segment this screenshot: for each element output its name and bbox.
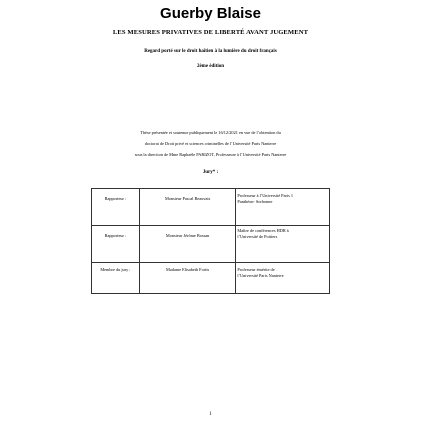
author-name: Guerby Blaise bbox=[160, 5, 261, 22]
edition-label: 2ème édition bbox=[196, 64, 225, 69]
jury-title-line: l’Université de Poitiers bbox=[237, 233, 278, 239]
jury-role-cell bbox=[92, 263, 140, 294]
page-number: 1 bbox=[209, 412, 212, 417]
jury-role: Rapporteur : bbox=[104, 233, 127, 238]
jury-name-cell bbox=[139, 263, 236, 294]
jury-title-line: Professeur à l’Université Paris 1 bbox=[237, 193, 293, 198]
jury-member-title bbox=[236, 189, 329, 204]
thesis-subtitle: Regard porté sur le droit haïtien à la lumière du droit français bbox=[144, 49, 277, 54]
jury-title-line: Maître de conférences HDR à bbox=[237, 228, 289, 233]
thesis-statement bbox=[0, 127, 421, 160]
jury-role: Membre du jury : bbox=[100, 267, 131, 272]
jury-row bbox=[92, 189, 330, 226]
jury-row bbox=[92, 263, 330, 294]
jury-member-name: Madame Elisabeth Fortis bbox=[166, 267, 210, 272]
jury-row bbox=[92, 226, 330, 263]
thesis-title: LES MESURES PRIVATIVES DE LIBERTÉ AVANT JUGEMENT bbox=[112, 29, 309, 36]
jury-heading: Jury* : bbox=[202, 170, 219, 175]
jury-member-title bbox=[236, 226, 329, 239]
jury-name-cell bbox=[139, 226, 236, 263]
jury-role-cell bbox=[92, 189, 140, 226]
jury-title-cell bbox=[236, 189, 330, 226]
thesis-line: sous la direction de Mme Raphaële PARIZOT, Professeure à l’Université Paris Nanterre bbox=[134, 152, 287, 157]
jury-title-line: l’Université Paris Nanterre bbox=[237, 272, 284, 278]
jury-table bbox=[91, 188, 330, 294]
jury-name-cell bbox=[139, 189, 236, 226]
jury-member-title bbox=[236, 263, 329, 278]
jury-title-line: Panthéon- Sorbonne bbox=[237, 198, 273, 204]
jury-role-cell bbox=[92, 226, 140, 263]
thesis-line: doctorat de Droit privé et sciences criminelles de l’Université Paris Nanterre bbox=[144, 141, 277, 146]
jury-title-cell bbox=[236, 226, 330, 263]
jury-member-name: Monsieur Jérôme Bossan bbox=[165, 233, 210, 238]
jury-title-cell bbox=[236, 263, 330, 294]
jury-member-name: Monsieur Pascal Beauvais bbox=[164, 196, 211, 201]
thesis-line: Thèse présentée et soutenue publiquement le 16/12/2021 en vue de l’obtention du bbox=[140, 130, 281, 135]
jury-role: Rapporteur : bbox=[104, 196, 127, 201]
jury-title-line: Professeur émérite de bbox=[237, 267, 275, 272]
